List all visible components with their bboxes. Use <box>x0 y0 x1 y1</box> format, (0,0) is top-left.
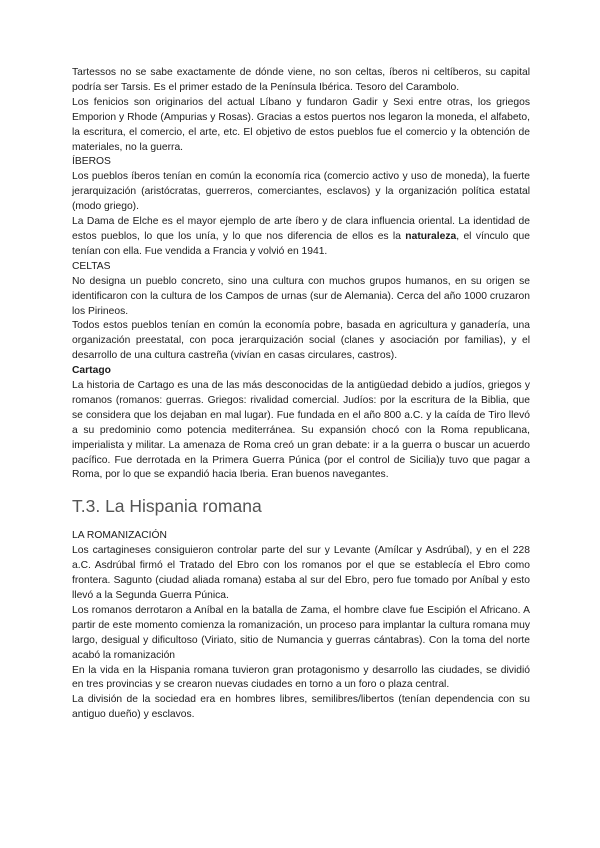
paragraph-celtas-economia: Todos estos pueblos tenían en común la economía pobre, basada en agricultura y ganadería, una organización preestatal, con poca jerarquización social (clanes y asociación por familias), y el desarrollo de una cultura castreña (vivían en casas circulares, castros). <box>72 320 530 362</box>
heading-cartago: Cartago <box>72 365 111 377</box>
heading-celtas: CELTAS <box>72 260 111 272</box>
text-run: , el vínculo que tenían con ella. Fue vendida a Francia y volvió en 1941. <box>72 230 530 257</box>
section-title: T.3. La Hispania romana <box>72 496 262 517</box>
paragraph-romanos-zama: Los romanos derrotaron a Aníbal en la batalla de Zama, el hombre clave fue Escipión el Africano. A partir de este momento comienza la romanización, un proceso para implantar la cultura romana muy largo, desigual y dificultoso (Viriato, sitio de Numancia y guerras cántabras). Con la toma del norte acabó la romanización <box>72 604 530 661</box>
text-run: La Dama de Elche es el mayor ejemplo de arte íbero y de clara influencia oriental. La identidad de estos pueblos, lo que los unía, y lo que nos diferencia de ellos es la <box>72 216 530 242</box>
paragraph-fenicios: Los fenicios son originarios del actual Líbano y fundaron Gadir y Sexi entre otras, los griegos Emporion y Rhode (Ampurias y Rosas). Gracias a estos puertos nos legaron la moneda, el alfabeto, la escritura, el comercio, el arte, etc. El objetivo de estos pueblos fue el comercio y la obtención de materiales, no la guerra. <box>72 96 530 153</box>
paragraph-iberos-economia: Los pueblos íberos tenían en común la economía rica (comercio activo y uso de moneda), la fuerte jerarquización (aristócratas, guerreros, comerciantes, esclavos) y la organización política estatal (modo griego). <box>72 171 530 213</box>
paragraph-hispania-ciudades: En la vida en la Hispania romana tuvieron gran protagonismo y desarrollo las ciudades, se dividió en tres provincias y se crearon nuevas ciudades en torno a un foro o plaza central. <box>72 664 530 691</box>
paragraph-cartago: La historia de Cartago es una de las más desconocidas de la antigüedad debido a judíos, griegos y romanos (romanos: guerras. Griegos: rivalidad comercial. Judíos: por la escritura de la Biblia, que se considera que los dejaban en mal lugar). Fue fundada en el año 800 a.C. y la caída de Tiro llevó a su predominio como potencia mediterránea. Su expansión chocó con la Roma republicana, imperialista y militar. La amenaza de Roma creó un gran debate: ir a la guerra o buscar un acuerdo pacífico. Fue derrotada en la Primera Guerra Púnica (por el control de Sicilia)y tuvo que pagar a Roma, por lo que se expandió hacia Iberia. Eran buenos navegantes. <box>72 380 530 481</box>
bold-term: naturaleza <box>405 230 457 242</box>
paragraph-dama-de-elche <box>72 215 530 260</box>
paragraph-cartagineses: Los cartagineses consiguieron controlar parte del sur y Levante (Amílcar y Asdrúbal), y en el 228 a.C. Asdrúbal firmó el Tratado del Ebro con los romanos por el que se establecía el Ebro como frontera. Sagunto (ciudad aliada romana) estaba al sur del Ebro, pero fue tomado por Aníbal y esto llevó a la Segunda Guerra Púnica. <box>72 545 530 601</box>
paragraph-sociedad: La división de la sociedad era en hombres libres, semilibres/libertos (tenían dependencia con su antiguo dueño) y esclavos. <box>72 694 530 721</box>
heading-iberos: ÍBEROS <box>72 156 111 168</box>
document-body <box>72 66 530 723</box>
paragraph-tartessos: Tartessos no se sabe exactamente de dónde viene, no son celtas, íberos ni celtíberos, su capital podría ser Tarsis. Es el primer estado de la Península Ibérica. Tesoro del Carambolo. <box>72 67 530 93</box>
heading-romanizacion: LA ROMANIZACIÓN <box>72 530 167 542</box>
spacer <box>72 517 530 529</box>
paragraph-celtas-origen: No designa un pueblo concreto, sino una cultura con muchos grupos humanos, en su origen se identificaron con la cultura de los Campos de urnas (sur de Alemania). Cerca del año 1000 cruzaron los Pirineos. <box>72 275 530 317</box>
